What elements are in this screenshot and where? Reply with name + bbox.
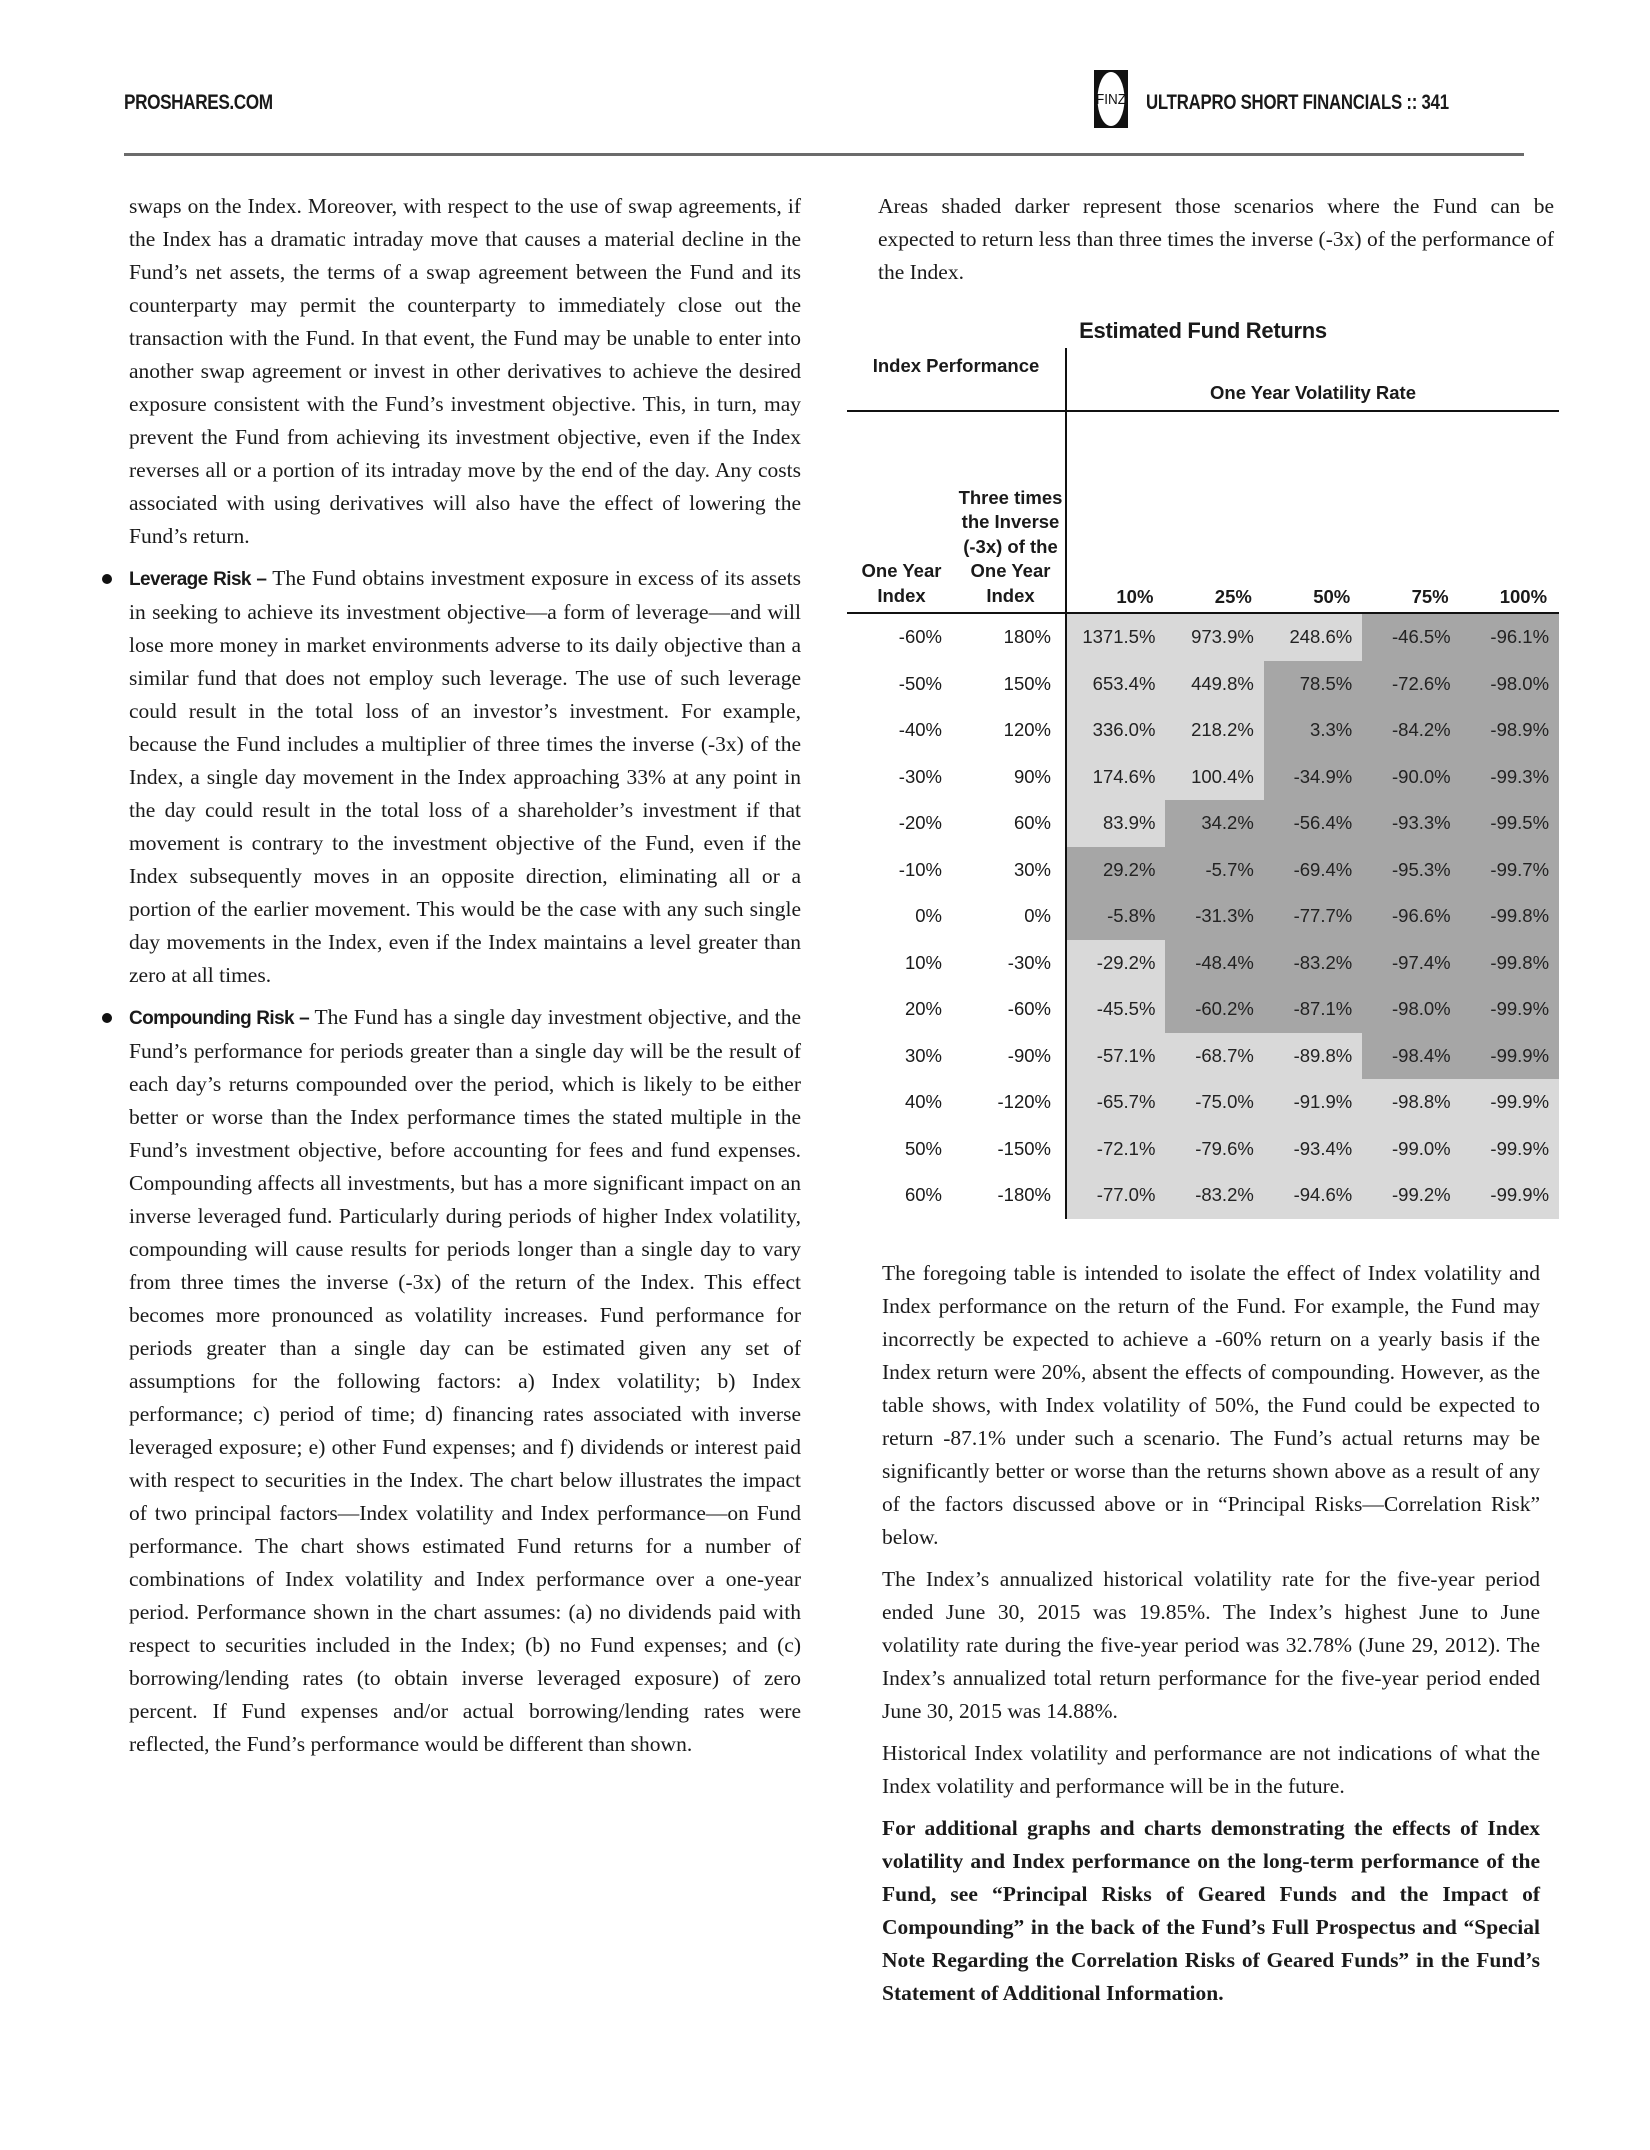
return-cell: -5.8%	[1067, 893, 1165, 940]
return-cell: -83.2%	[1165, 1172, 1263, 1219]
return-cell: -99.3%	[1461, 754, 1559, 801]
return-cell: -99.9%	[1461, 1126, 1559, 1173]
return-cell: -46.5%	[1362, 614, 1460, 661]
table-row	[1067, 847, 1559, 894]
compounding-risk-label: Compounding Risk –	[129, 1008, 310, 1029]
return-cell: -72.1%	[1067, 1126, 1165, 1173]
one-year-index-cell: -10%	[898, 858, 942, 880]
table-row-labels	[847, 893, 1065, 940]
table-row	[1067, 661, 1559, 708]
return-cell: -68.7%	[1165, 1033, 1263, 1080]
return-cell: -77.0%	[1067, 1172, 1165, 1219]
one-year-index-header: One Year Index	[861, 560, 942, 606]
return-cell: -94.6%	[1264, 1172, 1362, 1219]
return-cell: 449.8%	[1165, 661, 1263, 708]
return-cell: -87.1%	[1264, 986, 1362, 1033]
return-cell: -89.8%	[1264, 1033, 1362, 1080]
return-cell: -99.9%	[1461, 986, 1559, 1033]
return-cell: -97.4%	[1362, 940, 1460, 987]
page-number: 341	[1421, 91, 1449, 114]
ticker-badge-label: FINZ	[1098, 72, 1125, 126]
table-row	[1067, 754, 1559, 801]
return-cell: -69.4%	[1264, 847, 1362, 894]
three-times-inverse-cell: -150%	[997, 1137, 1051, 1159]
right-column-bottom	[882, 1257, 1540, 2010]
table-row-labels	[847, 754, 1065, 801]
three-times-inverse-cell: -60%	[1007, 998, 1051, 1020]
return-cell: -98.8%	[1362, 1079, 1460, 1126]
table-row-labels	[847, 940, 1065, 987]
site-name: PROSHARES.COM	[124, 91, 273, 114]
return-cell: 973.9%	[1165, 614, 1263, 661]
table-row	[1067, 614, 1559, 661]
return-cell: 248.6%	[1264, 614, 1362, 661]
one-year-index-cell: 20%	[904, 998, 942, 1020]
compounding-risk-text: The Fund has a single day investment objective, and the Fund’s performance for periods greater than a single day will be the result of each day’s returns compounded over the period, which is likely to be either better or worse than the Index performance times the stated multiple in the Fund’s investment objective, before accounting for fees and fund expenses. Compounding affects all investments, but has a more significant impact on an inverse leveraged fund. Particularly during periods of higher Index volatility, compounding will cause results for periods longer than a single day to vary from three times the inverse (-3x) of the return of the Index. This effect becomes more pronounced as volatility increases. Fund performance for periods greater than a single day can be estimated given any set of assumptions for the following factors: a) Index volatility; b) Index performance; c) period of time; d) financing rates associated with inverse leveraged exposure; e) other Fund expenses; and f) dividends or interest paid with respect to securities in the Index. The chart below illustrates the impact of two principal factors—Index volatility and Index performance—on Fund performance. The chart shows estimated Fund returns for a number of combinations of Index volatility and Index performance over a one-year period. Performance shown in the chart assumes: (a) no dividends paid with respect to securities included in the Index; (b) no Fund expenses; and (c) borrowing/lending rates (to obtain inverse leveraged exposure) of zero percent. If Fund expenses and/or actual borrowing/lending rates were reflected, the Fund’s performance would be different than shown.	[129, 1005, 801, 1756]
vol-col-header: 100%	[1499, 586, 1548, 607]
table-row-labels	[847, 1033, 1065, 1080]
table-row-labels	[847, 707, 1065, 754]
return-cell: -96.6%	[1362, 893, 1460, 940]
one-year-index-cell: 30%	[904, 1044, 942, 1066]
return-cell: -98.9%	[1461, 707, 1559, 754]
three-times-inverse-cell: 150%	[1003, 672, 1051, 694]
return-cell: 653.4%	[1067, 661, 1165, 708]
return-cell: -29.2%	[1067, 940, 1165, 987]
return-cell: -93.3%	[1362, 800, 1460, 847]
three-times-inverse-cell: 180%	[1003, 626, 1051, 648]
table-row-labels	[847, 1172, 1065, 1219]
right-column-top	[878, 190, 1554, 289]
leverage-risk-label: Leverage Risk –	[129, 569, 267, 590]
return-cell: -99.8%	[1461, 940, 1559, 987]
table-row-labels	[847, 614, 1065, 661]
table-row	[1067, 800, 1559, 847]
vol-col-header: 50%	[1313, 586, 1351, 607]
three-times-inverse-cell: 90%	[1013, 765, 1051, 787]
return-cell: -5.7%	[1165, 847, 1263, 894]
header-rule	[124, 153, 1524, 156]
return-cell: -72.6%	[1362, 661, 1460, 708]
vol-col-header: 75%	[1411, 586, 1449, 607]
return-cell: -79.6%	[1165, 1126, 1263, 1173]
index-columns	[847, 614, 1065, 1219]
table-row	[1067, 1033, 1559, 1080]
volatility-columns	[1065, 412, 1559, 612]
table-row-labels	[847, 800, 1065, 847]
vol-col-header: 10%	[1116, 586, 1154, 607]
return-cell: 83.9%	[1067, 800, 1165, 847]
table-row-labels	[847, 1079, 1065, 1126]
return-cell: -98.0%	[1362, 986, 1460, 1033]
return-cell: -98.4%	[1362, 1033, 1460, 1080]
one-year-index-cell: -30%	[898, 765, 942, 787]
return-cell: 100.4%	[1165, 754, 1263, 801]
volatility-rate-header: One Year Volatility Rate	[1065, 348, 1559, 410]
return-cell: -31.3%	[1165, 893, 1263, 940]
return-cell: -84.2%	[1362, 707, 1460, 754]
return-cell: -83.2%	[1264, 940, 1362, 987]
return-cell: 3.3%	[1264, 707, 1362, 754]
return-cell: -48.4%	[1165, 940, 1263, 987]
three-times-inverse-header: Three times the Inverse (-3x) of the One Year Index	[958, 486, 1063, 606]
return-cell: -93.4%	[1264, 1126, 1362, 1173]
one-year-index-cell: 10%	[904, 951, 942, 973]
vol-col-header: 25%	[1214, 586, 1252, 607]
return-cell: -95.3%	[1362, 847, 1460, 894]
return-cell: -60.2%	[1165, 986, 1263, 1033]
table-row	[1067, 707, 1559, 754]
leverage-risk-text: The Fund obtains investment exposure in excess of its assets in seeking to achieve its investment objective—a form of leverage—and will lose more money in market environments adverse to its daily objective than a similar fund that does not employ such leverage. The use of such leverage could result in the total loss of an investor’s investment. For example, because the Fund includes a multiplier of three times the inverse (-3x) of the Index, a single day movement in the Index approaching 33% at any point in the day could result in the total loss of a shareholder’s investment if that movement is contrary to the investment objective of the Fund, even if the Index subsequently moves in an opposite direction, eliminating all or a portion of the earlier movement. This would be the case with any such single day movements in the Index, even if the Index maintains a level greater than zero at all times.	[129, 566, 801, 987]
one-year-index-cell: -20%	[898, 812, 942, 834]
three-times-inverse-cell: 30%	[1013, 858, 1051, 880]
bullet-icon	[102, 574, 112, 584]
table-explanation: The foregoing table is intended to isolate the effect of Index volatility and Index performance on the return of the Fund. For example, the Fund may incorrectly be expected to achieve a -60% return on a yearly basis if the Index return were 20%, absent the effects of compounding. However, as the table shows, with Index volatility of 50%, the Fund could be expected to return -87.1% under such a scenario. The Fund’s actual returns may be significantly better or worse than the returns shown above as a result of any of the factors discussed above or in “Principal Risks—Correlation Risk” below.	[882, 1261, 1540, 1549]
one-year-index-cell: -40%	[898, 719, 942, 741]
table-row	[1067, 1126, 1559, 1173]
ticker-badge	[1094, 70, 1128, 128]
table-row-labels	[847, 1126, 1065, 1173]
three-times-inverse-cell: 0%	[1024, 905, 1051, 927]
return-cell: 29.2%	[1067, 847, 1165, 894]
return-cell: -99.5%	[1461, 800, 1559, 847]
index-performance-header: Index Performance	[872, 355, 1040, 376]
one-year-index-cell: 60%	[904, 1184, 942, 1206]
compounding-risk-item	[129, 1001, 801, 1761]
shading-note: Areas shaded darker represent those scenarios where the Fund can be expected to return less than three times the inverse (-3x) of the performance of the Index.	[878, 194, 1554, 284]
table-row	[1067, 986, 1559, 1033]
table-title: Estimated Fund Returns	[1079, 318, 1327, 343]
returns-grid	[1065, 614, 1559, 1219]
one-year-index-cell: 40%	[904, 1091, 942, 1113]
return-cell: -45.5%	[1067, 986, 1165, 1033]
return-cell: 336.0%	[1067, 707, 1165, 754]
page-heading	[1146, 91, 1449, 115]
return-cell: -91.9%	[1264, 1079, 1362, 1126]
three-times-inverse-cell: -120%	[997, 1091, 1051, 1113]
three-times-inverse-cell: -30%	[1007, 951, 1051, 973]
table-column-header	[847, 412, 1559, 614]
return-cell: -99.0%	[1362, 1126, 1460, 1173]
table-row-labels	[847, 661, 1065, 708]
table-group-header	[847, 348, 1559, 412]
fund-title: ULTRAPRO SHORT FINANCIALS	[1146, 91, 1402, 114]
disclaimer-paragraph: Historical Index volatility and performance are not indications of what the Index volatility and performance will be in the future.	[882, 1741, 1540, 1798]
return-cell: -77.7%	[1264, 893, 1362, 940]
return-cell: -34.9%	[1264, 754, 1362, 801]
return-cell: -65.7%	[1067, 1079, 1165, 1126]
one-year-index-cell: -60%	[898, 626, 942, 648]
three-times-inverse-cell: -180%	[997, 1184, 1051, 1206]
historical-volatility-paragraph: The Index’s annualized historical volatility rate for the five-year period ended June 30, 2015 was 19.85%. The Index’s highest June to June volatility rate during the five-year period was 32.78% (June 29, 2012). The Index’s annualized total return performance for the five-year period ended June 30, 2015 was 14.88%.	[882, 1567, 1540, 1723]
return-cell: -75.0%	[1165, 1079, 1263, 1126]
return-cell: 34.2%	[1165, 800, 1263, 847]
left-column	[129, 190, 801, 1761]
table-row	[1067, 893, 1559, 940]
table-row-labels	[847, 847, 1065, 894]
bullet-icon	[102, 1013, 112, 1023]
three-times-inverse-cell: 60%	[1013, 812, 1051, 834]
return-cell: -57.1%	[1067, 1033, 1165, 1080]
return-cell: -90.0%	[1362, 754, 1460, 801]
table-row-labels	[847, 986, 1065, 1033]
table-row	[1067, 1172, 1559, 1219]
return-cell: -96.1%	[1461, 614, 1559, 661]
one-year-index-cell: 0%	[915, 905, 942, 927]
additional-info-note: For additional graphs and charts demonstrating the effects of Index volatility and Index performance on the long-term performance of the Fund, see “Principal Risks of Geared Funds and the Impact of Compounding” in the back of the Fund’s Full Prospectus and “Special Note Regarding the Correlation Risks of Geared Funds” in the Fund’s Statement of Additional Information.	[882, 1816, 1540, 2005]
intro-paragraph: swaps on the Index. Moreover, with respect to the use of swap agreements, if the Index has a dramatic intraday move that causes a material decline in the Fund’s net assets, the terms of a swap agreement between the Fund and its counterparty may permit the counterparty to immediately close out the transaction with the Fund. In that event, the Fund may be unable to enter into another swap agreement or invest in other derivatives to achieve the desired exposure consistent with the Fund’s investment objective. This, in turn, may prevent the Fund from achieving its investment objective, even if the Index reverses all or a portion of its intraday move by the end of the day. Any costs associated with using derivatives will also have the effect of lowering the Fund’s return.	[129, 194, 801, 548]
leverage-risk-item	[129, 562, 801, 992]
table-row	[1067, 1079, 1559, 1126]
table-row	[1067, 940, 1559, 987]
one-year-index-cell: 50%	[904, 1137, 942, 1159]
return-cell: -99.8%	[1461, 893, 1559, 940]
return-cell: -99.9%	[1461, 1172, 1559, 1219]
return-cell: 78.5%	[1264, 661, 1362, 708]
return-cell: 218.2%	[1165, 707, 1263, 754]
return-cell: -99.2%	[1362, 1172, 1460, 1219]
one-year-index-cell: -50%	[898, 672, 942, 694]
heading-separator: ::	[1406, 91, 1418, 114]
return-cell: -99.9%	[1461, 1033, 1559, 1080]
table-body	[847, 614, 1559, 1219]
return-cell: 174.6%	[1067, 754, 1165, 801]
estimated-fund-returns-table	[847, 318, 1559, 1219]
three-times-inverse-cell: -90%	[1007, 1044, 1051, 1066]
return-cell: -99.9%	[1461, 1079, 1559, 1126]
return-cell: -98.0%	[1461, 661, 1559, 708]
return-cell: 1371.5%	[1067, 614, 1165, 661]
three-times-inverse-cell: 120%	[1003, 719, 1051, 741]
return-cell: -99.7%	[1461, 847, 1559, 894]
return-cell: -56.4%	[1264, 800, 1362, 847]
